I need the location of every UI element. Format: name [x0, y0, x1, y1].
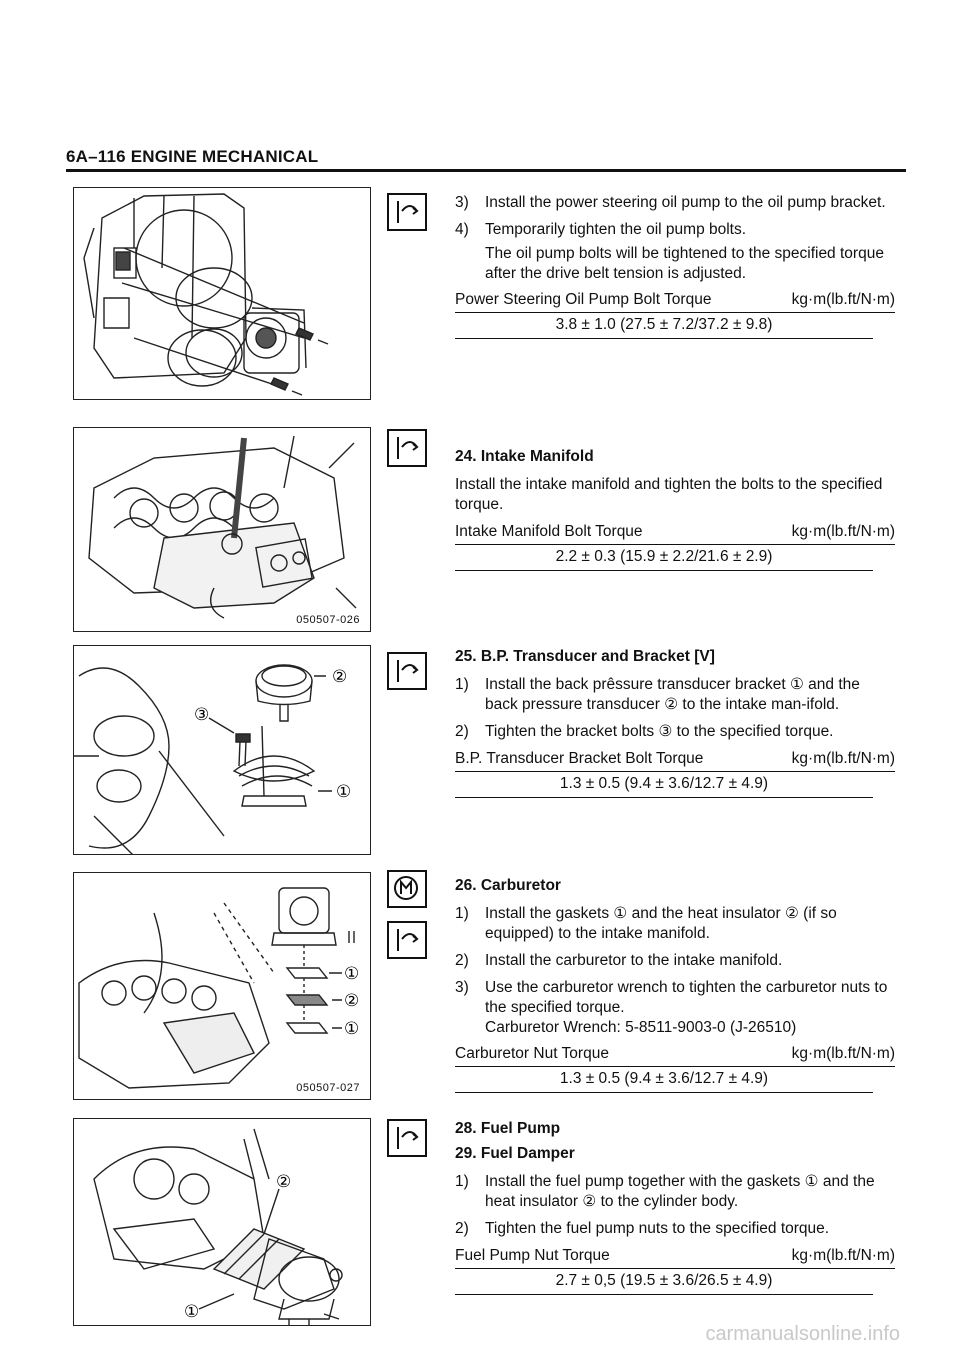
torque-label: B.P. Transducer Bracket Bolt Torque [455, 750, 704, 767]
torque-label: Power Steering Oil Pump Bolt Torque [455, 291, 712, 308]
section-carburetor [455, 876, 895, 1093]
section-title: 28. Fuel Pump [455, 1120, 561, 1137]
figure-code: 050507-027 [296, 1082, 360, 1094]
torque-value: 1.3 ± 0.5 (9.4 ± 3.6/12.7 ± 4.9) [455, 772, 873, 798]
figure-bp-transducer [73, 645, 371, 855]
step: 2) Install the carburetor to the intake manifold. [455, 952, 783, 969]
torque-value: 1.3 ± 0.5 (9.4 ± 3.6/12.7 ± 4.9) [455, 1067, 873, 1093]
carburetor-illustration [74, 873, 371, 1100]
step: 1) Install the gaskets ① and the heat insulator ② (if so equipped) to the intake manifold. [455, 905, 837, 942]
torque-unit: kg·m(lb.ft/N·m) [791, 1247, 895, 1264]
bp-transducer-illustration [74, 646, 371, 855]
step: 4) Temporarily tighten the oil pump bolts. [455, 221, 747, 238]
torque-spec [455, 290, 895, 339]
install-icon [387, 1119, 427, 1157]
torque-unit: kg·m(lb.ft/N·m) [791, 523, 895, 540]
torque-spec [455, 522, 895, 571]
fuel-pump-illustration [74, 1119, 371, 1326]
torque-value: 2.7 ± 0,5 (19.5 ± 3.6/26.5 ± 4.9) [455, 1269, 873, 1295]
figure-code: 050507-026 [296, 614, 360, 626]
power-steering-pump-illustration [74, 188, 371, 400]
install-icon [387, 921, 427, 959]
section-title: 25. B.P. Transducer and Bracket [V] [455, 648, 715, 665]
torque-value: 2.2 ± 0.3 (15.9 ± 2.2/21.6 ± 2.9) [455, 545, 873, 571]
section-body: Install the intake manifold and tighten the bolts to the specified torque. [455, 476, 883, 513]
torque-unit: kg·m(lb.ft/N·m) [791, 1045, 895, 1062]
callout-2: ② [276, 1172, 292, 1192]
apply-sealant-icon [387, 870, 427, 908]
callout-2: ② [344, 991, 360, 1011]
note: The oil pump bolts will be tightened to the specified torque after the drive belt tension is adjusted. [485, 245, 884, 282]
figure-intake-manifold [73, 427, 371, 632]
figure-carburetor [73, 872, 371, 1100]
page-header: 6A–116 ENGINE MECHANICAL [66, 147, 319, 166]
section-title: 24. Intake Manifold [455, 448, 594, 465]
torque-value: 3.8 ± 1.0 (27.5 ± 7.2/37.2 ± 9.8) [455, 313, 873, 339]
torque-label: Fuel Pump Nut Torque [455, 1247, 610, 1264]
section-bp-transducer [455, 647, 895, 798]
torque-unit: kg·m(lb.ft/N·m) [791, 750, 895, 767]
torque-unit: kg·m(lb.ft/N·m) [791, 291, 895, 308]
callout-1: ① [336, 782, 352, 802]
step: 2) Tighten the fuel pump nuts to the specified torque. [455, 1220, 830, 1237]
callout-1: ① [184, 1302, 200, 1322]
tool-note: Carburetor Wrench: 5-8511-9003-0 (J-26510) [485, 1019, 797, 1036]
section-title: 26. Carburetor [455, 877, 561, 894]
callout-3: ③ [194, 705, 210, 725]
torque-label: Carburetor Nut Torque [455, 1045, 609, 1062]
section-power-steering [455, 193, 895, 339]
torque-label: Intake Manifold Bolt Torque [455, 523, 643, 540]
step: 1) Install the fuel pump together with the gaskets ① and the heat insulator ② to the cylinder body. [455, 1173, 875, 1210]
install-icon [387, 193, 427, 231]
callout-1b: ① [344, 1019, 360, 1039]
torque-spec [455, 1044, 895, 1093]
callout-2: ② [332, 667, 348, 687]
section-fuel-pump [455, 1119, 895, 1295]
figure-power-steering-pump [73, 187, 371, 400]
section-title-2: 29. Fuel Damper [455, 1145, 575, 1162]
intake-manifold-illustration [74, 428, 371, 632]
figure-fuel-pump [73, 1118, 371, 1326]
torque-spec [455, 749, 895, 798]
step: 2) Tighten the bracket bolts ③ to the specified torque. [455, 723, 834, 740]
header-rule [66, 169, 906, 172]
section-intake-manifold [455, 447, 895, 571]
step: 3) Use the carburetor wrench to tighten the carburetor nuts to the specified torque. [455, 979, 888, 1016]
install-icon [387, 652, 427, 690]
watermark: carmanualsonline.info [705, 1323, 900, 1345]
install-icon [387, 429, 427, 467]
step: 3) Install the power steering oil pump to the oil pump bracket. [455, 194, 886, 211]
step: 1) Install the back prêssure transducer bracket ① and the back pressure transducer ② to the intake man-ifold. [455, 676, 860, 713]
torque-spec [455, 1246, 895, 1295]
callout-1: ① [344, 964, 360, 984]
